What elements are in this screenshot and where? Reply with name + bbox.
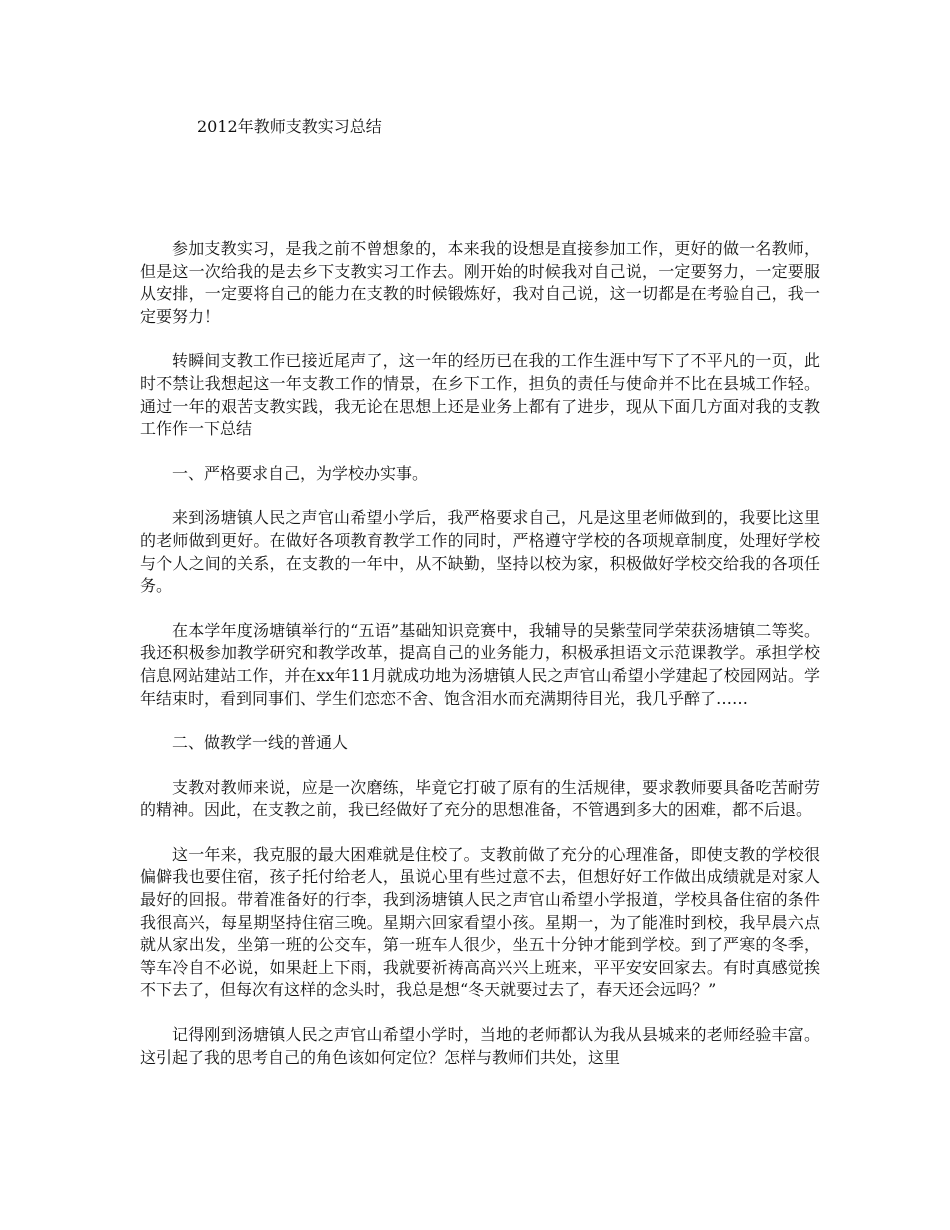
paragraph-section-2c: 记得刚到汤塘镇人民之声官山希望小学时，当地的老师都认为我从县城来的老师经验丰富。这引起了我的思考自己的角色该如何定位？怎样与教师们共处，这里 xyxy=(140,1025,820,1067)
document-title: 2012年教师支教实习总结 xyxy=(197,117,382,136)
document-body xyxy=(140,238,820,1091)
paragraph-section-2b: 这一年来，我克服的最大困难就是住校了。支教前做了充分的心理准备，即使支教的学校很偏僻我也要住宿，孩子托付给老人，虽说心里有些过意不去，但想好好工作做出成绩就是对家人最好的回报。带着准备好的行李，我到汤塘镇人民之声官山希望小学报道，学校具备住宿的条件我很高兴，每星期坚持住宿三晚。星期六回家看望小孩。星期一，为了能准时到校，我早晨六点就从家出发，坐第一班的公交车，第一班车人很少，坐五十分钟才能到学校。到了严寒的冬季，等车冷自不必说，如果赶上下雨，我就要祈祷高高兴兴上班来，平平安安回家去。有时真感觉挨不下去了，但每次有这样的念头时，我总是想“冬天就要过去了，春天还会远吗？” xyxy=(140,844,820,1000)
paragraph-intro: 参加支教实习，是我之前不曾想象的，本来我的设想是直接参加工作，更好的做一名教师，但是这一次给我的是去乡下支教实习工作去。刚开始的时候我对自己说，一定要努力，一定要服从安排，一定要将自己的能力在支教的时候锻炼好，我对自己说，这一切都是在考验自己，我一定要努力！ xyxy=(140,239,820,326)
section-heading-1: 一、严格要求自己，为学校办实事。 xyxy=(172,463,429,483)
paragraph-section-1b: 在本学年度汤塘镇举行的“五语”基础知识竞赛中，我辅导的吴紫莹同学荣获汤塘镇二等奖。我还积极参加教学研究和教学改革，提高自己的业务能力，积极承担语文示范课教学。承担学校信息网站建站工作，并在xx年11月就成功地为汤塘镇人民之声官山希望小学建起了校园网站。学年结束时，看到同事们、学生们恋恋不舍、饱含泪水而充满期待目光，我几乎醉了…… xyxy=(140,620,820,708)
paragraph-section-1a: 来到汤塘镇人民之声官山希望小学后，我严格要求自己，凡是这里老师做到的，我要比这里的老师做到更好。在做好各项教育教学工作的同时，严格遵守学校的各项规章制度，处理好学校与个人之间的关系，在支教的一年中，从不缺勤，坚持以校为家，积极做好学校交给我的各项任务。 xyxy=(140,508,820,596)
paragraph-section-2a: 支教对教师来说，应是一次磨练，毕竟它打破了原有的生活规律，要求教师要具备吃苦耐劳的精神。因此，在支教之前，我已经做好了充分的思想准备，不管遇到多大的困难，都不后退。 xyxy=(140,777,820,820)
paragraph-overview: 转瞬间支教工作已接近尾声了，这一年的经历已在我的工作生涯中写下了不平凡的一页，此时不禁让我想起这一年支教工作的情景，在乡下工作，担负的责任与使命并不比在县城工作轻。通过一年的艰苦支教实践，我无论在思想上还是业务上都有了进步，现从下面几方面对我的支教工作作一下总结 xyxy=(140,351,820,439)
section-heading-2: 二、做教学一线的普通人 xyxy=(172,733,349,753)
